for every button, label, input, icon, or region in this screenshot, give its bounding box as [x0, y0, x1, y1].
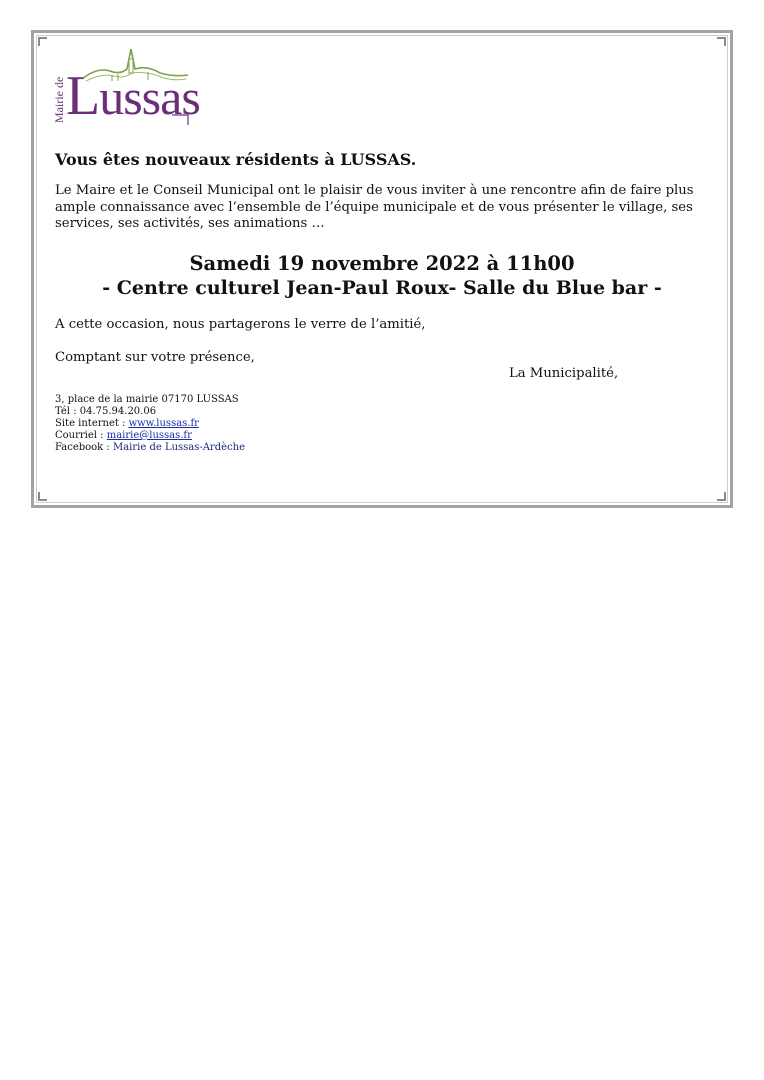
frame-corner-ornament — [38, 492, 47, 501]
contact-footer — [55, 394, 245, 454]
signature: La Municipalité, — [509, 366, 619, 381]
mairie-lussas-logo — [52, 45, 200, 127]
frame-corner-ornament — [38, 37, 47, 46]
email-label: Courriel : — [55, 430, 107, 441]
logo-lussas-initial: L — [66, 65, 100, 127]
event-date: Samedi 19 novembre 2022 à 11h00 — [189, 252, 575, 275]
address-line: 3, place de la mairie 07170 LUSSAS — [55, 394, 239, 405]
facebook-value: Mairie de Lussas-Ardèche — [112, 442, 246, 453]
email-line — [55, 430, 245, 442]
page-title: Vous êtes nouveaux résidents à LUSSAS. — [55, 150, 417, 169]
frame-corner-ornament — [717, 492, 726, 501]
closing-text: Comptant sur votre présence, — [55, 350, 255, 365]
website-link[interactable]: www.lussas.fr — [128, 418, 199, 429]
website-line — [55, 418, 245, 430]
occasion-text: A cette occasion, nous partagerons le verre de l’amitié, — [55, 317, 426, 332]
logo-mairie-de-text: Mairie de — [52, 76, 66, 123]
website-label: Site internet : — [55, 418, 129, 429]
event-location: - Centre culturel Jean-Paul Roux- Salle du Blue bar - — [102, 277, 662, 299]
facebook-line — [55, 442, 245, 454]
intro-paragraph: Le Maire et le Conseil Municipal ont le plaisir de vous inviter à une rencontre afin de faire plus ample connaissance avec l’ensemble de l’équipe municipale et de vous présenter le village, ses services, ses activités, ses animations … — [55, 183, 694, 231]
logo-lussas-rest: ussas — [99, 69, 200, 125]
phone-line: Tél : 04.75.94.20.06 — [55, 406, 157, 417]
email-link[interactable]: mairie@lussas.fr — [106, 430, 192, 441]
facebook-label: Facebook : — [55, 442, 113, 453]
frame-corner-ornament — [717, 37, 726, 46]
logo-lussas-text — [66, 65, 200, 127]
